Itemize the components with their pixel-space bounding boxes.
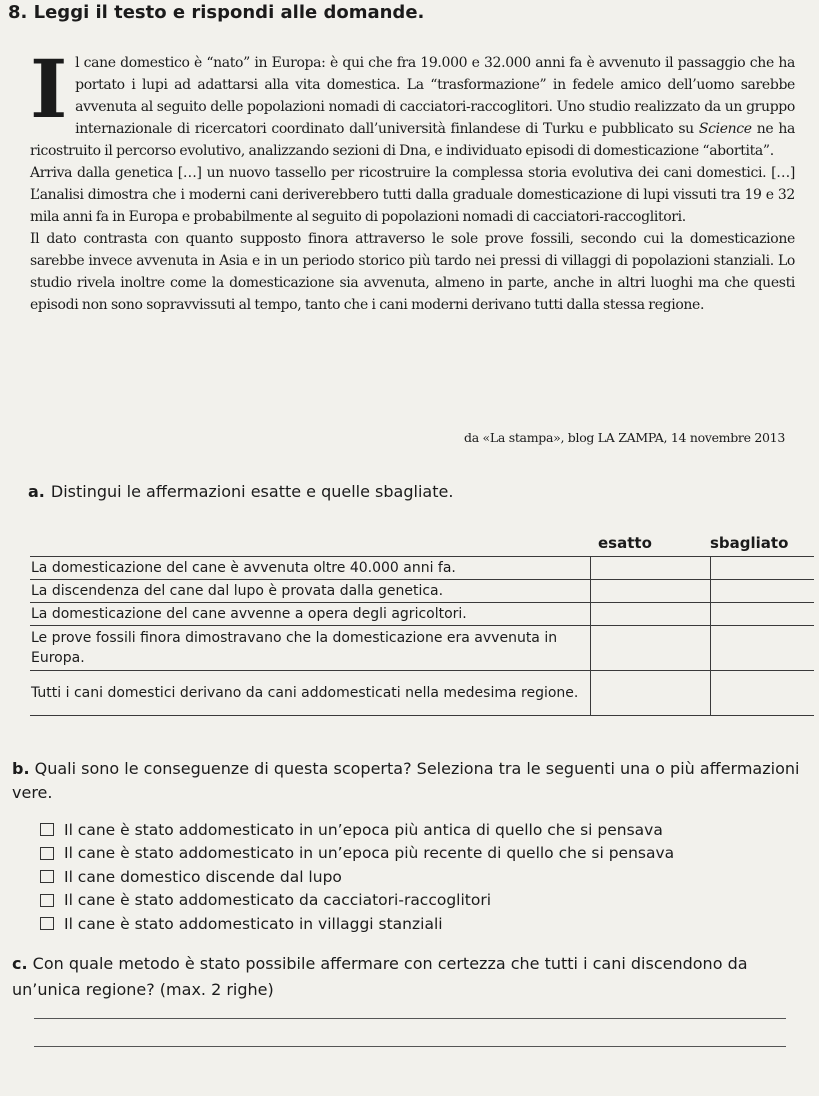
column-header-wrong: sbagliato bbox=[710, 534, 789, 552]
table-row bbox=[30, 603, 814, 626]
table-row bbox=[30, 671, 814, 716]
option-item bbox=[40, 889, 674, 913]
option-checkbox[interactable] bbox=[40, 870, 54, 883]
answer-line[interactable] bbox=[34, 1018, 786, 1019]
question-a-text: Distingui le affermazioni esatte e quelle sbagliate. bbox=[50, 482, 454, 501]
article-source: da «La stampa», blog LA ZAMPA, 14 novembre 2013 bbox=[464, 430, 785, 445]
option-checkbox[interactable] bbox=[40, 917, 54, 930]
answer-cell-wrong[interactable] bbox=[710, 603, 814, 626]
statement-text: La domesticazione del cane è avvenuta oltre 40.000 anni fa. bbox=[30, 557, 590, 580]
answer-cell-wrong[interactable] bbox=[710, 557, 814, 580]
option-label: Il cane è stato addomesticato in un’epoca più recente di quello che si pensava bbox=[64, 844, 675, 863]
option-item bbox=[40, 842, 674, 866]
question-b-text: Quali sono le conseguenze di questa scoperta? Seleziona tra le seguenti una o più affermazioni vere. bbox=[12, 759, 800, 802]
option-label: Il cane è stato addomesticato in villaggi stanziali bbox=[64, 914, 443, 933]
answer-cell-wrong[interactable] bbox=[710, 580, 814, 603]
option-checkbox[interactable] bbox=[40, 847, 54, 860]
statement-text: Le prove fossili finora dimostravano che la domesticazione era avvenuta in Europa. bbox=[30, 626, 590, 671]
question-c-letter: c. bbox=[12, 954, 28, 973]
question-b-options bbox=[40, 818, 674, 936]
option-item bbox=[40, 818, 674, 842]
table-row bbox=[30, 626, 814, 671]
exercise-title: 8. Leggi il testo e rispondi alle domande. bbox=[8, 2, 425, 23]
statement-text: La discendenza del cane dal lupo è provata dalla genetica. bbox=[30, 580, 590, 603]
question-c bbox=[12, 951, 802, 1003]
table-row bbox=[30, 580, 814, 603]
question-b bbox=[12, 757, 802, 805]
option-item bbox=[40, 865, 674, 889]
table-header bbox=[30, 530, 814, 557]
article-text bbox=[30, 42, 795, 316]
article-paragraph-1: Il cane domestico è “nato” in Europa: è qui che fra 19.000 e 32.000 anni fa è avvenuto il passaggio che ha portato i lupi ad adattarsi alla vita domestica. La “trasformazione” in fedele amico dell’uomo sarebbe avvenuta al seguito delle popolazioni nomadi di cacciatori-raccoglitori. Uno studio realizzato da un gruppo internazionale di ricercatori coordinato dall’università finlandese di Turku e pubblicato su Science ne ha ricostruito il percorso evolutivo, analizzando sezioni di Dna, e individuato episodi di domesticazione “abortita”. bbox=[30, 42, 795, 159]
statement-text: La domesticazione del cane avvenne a opera degli agricoltori. bbox=[30, 603, 590, 626]
answer-cell-correct[interactable] bbox=[590, 626, 710, 671]
answer-cell-correct[interactable] bbox=[590, 557, 710, 580]
option-label: Il cane è stato addomesticato da cacciatori-raccoglitori bbox=[64, 891, 492, 910]
statement-text: Tutti i cani domestici derivano da cani addomesticati nella medesima regione. bbox=[30, 671, 590, 716]
option-checkbox[interactable] bbox=[40, 894, 54, 907]
answer-cell-wrong[interactable] bbox=[710, 626, 814, 671]
answer-line[interactable] bbox=[34, 1046, 786, 1047]
true-false-table bbox=[30, 530, 814, 716]
answer-cell-wrong[interactable] bbox=[710, 671, 814, 716]
column-header-correct: esatto bbox=[598, 534, 652, 552]
option-label: Il cane domestico discende dal lupo bbox=[64, 867, 342, 886]
answer-cell-correct[interactable] bbox=[590, 580, 710, 603]
drop-cap: I bbox=[30, 42, 68, 136]
table-row bbox=[30, 557, 814, 580]
question-a-letter: a. bbox=[28, 482, 45, 501]
answer-cell-correct[interactable] bbox=[590, 603, 710, 626]
option-item bbox=[40, 912, 674, 936]
answer-cell-correct[interactable] bbox=[590, 671, 710, 716]
option-label: Il cane è stato addomesticato in un’epoca più antica di quello che si pensava bbox=[64, 820, 663, 839]
option-checkbox[interactable] bbox=[40, 823, 54, 836]
question-b-letter: b. bbox=[12, 759, 30, 778]
article-paragraph-2: Arriva dalla genetica […] un nuovo tassello per ricostruire la complessa storia evolutiva dei cani domestici. […] L’analisi dimostra che i moderni cani deriverebbero tutti dalla graduale domesticazione di lupi vissuti tra 19 e 32 mila anni fa in Europa e probabilmente al seguito di popolazioni nomadi di cacciatori-raccoglitori. bbox=[30, 165, 795, 225]
header-spacer bbox=[30, 530, 590, 557]
question-c-text: Con quale metodo è stato possibile affermare con certezza che tutti i cani discendono da un’unica regione? (max. 2 righe) bbox=[12, 954, 748, 999]
article-paragraph-3: Il dato contrasta con quanto supposto finora attraverso le sole prove fossili, secondo cui la domesticazione sarebbe invece avvenuta in Asia e in un periodo storico più tardo nei pressi di villaggi di popolazioni stanziali. Lo studio rivela inoltre come la domesticazione sia avvenuta, almeno in parte, anche in altri luoghi ma che questi episodi non sono sopravvissuti al tempo, tanto che i cani moderni derivano tutti dalla stessa regione. bbox=[30, 231, 795, 313]
question-a bbox=[28, 482, 453, 501]
